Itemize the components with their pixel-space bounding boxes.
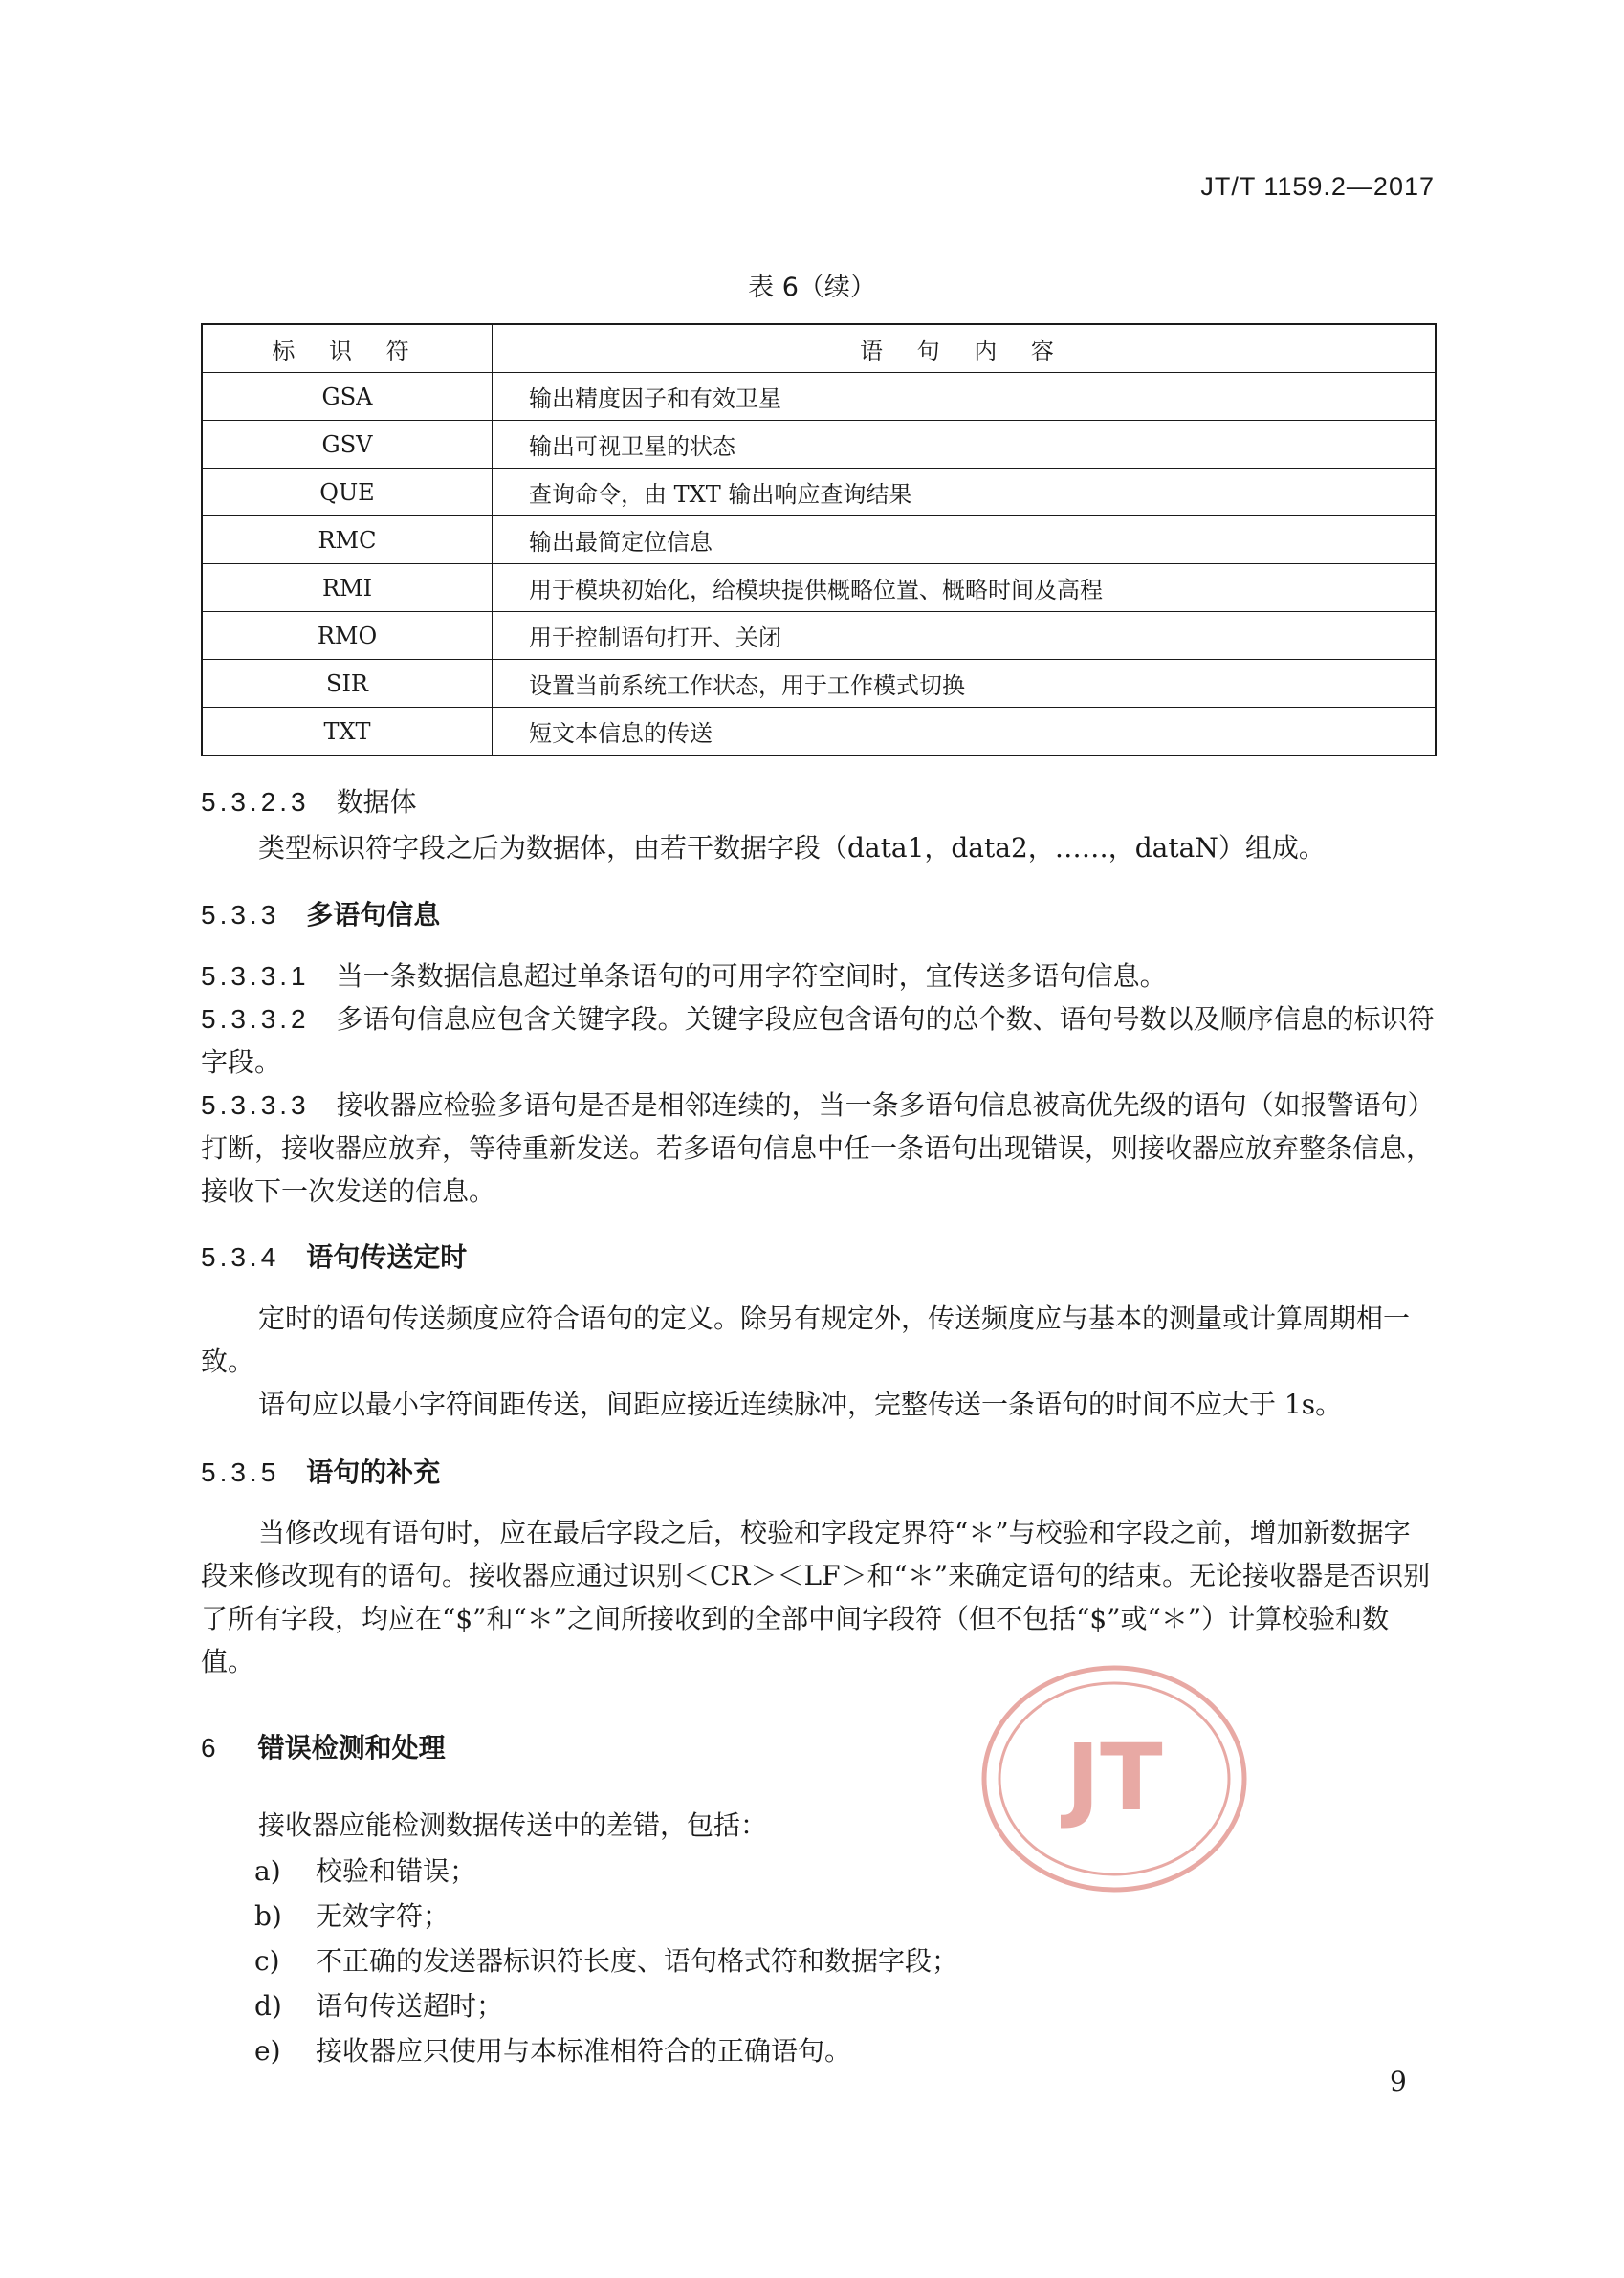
clause-text: 接收器应检验多语句是否是相邻连续的，当一条多语句信息被高优先级的语句（如报警语句）打断，接收器应放弃，等待重新发送。若多语句信息中任一条语句出现错误，则接收器应放弃整条信息，接收下一次发送的信息。 (201, 1089, 1435, 1207)
section-5-3-5-heading (201, 1452, 440, 1490)
identifier-cell: TXT (202, 708, 493, 756)
table-row (202, 373, 1436, 421)
section-number: 5.3.5 (201, 1457, 280, 1487)
identifier-cell: RMO (202, 612, 493, 660)
list-text: 语句传送超时； (316, 1990, 504, 2022)
table-header-row (202, 324, 1436, 373)
section-5-3-4-heading (201, 1237, 467, 1275)
list-item (254, 1940, 958, 1979)
list-text: 无效字符； (316, 1900, 450, 1932)
table-row (202, 421, 1436, 469)
list-text: 接收器应只使用与本标准相符合的正确语句。 (316, 2035, 852, 2067)
section-number: 6 (201, 1733, 220, 1763)
seal-text: JT (1065, 1724, 1163, 1831)
section-title: 数据体 (336, 786, 417, 818)
section-number: 5.3.3 (201, 900, 280, 930)
clause-5-3-3-2 (201, 997, 1437, 1084)
col-header-identifier: 标 识 符 (202, 324, 493, 373)
section-number: 5.3.2.3 (201, 787, 310, 817)
section-title: 语句的补充 (306, 1457, 441, 1488)
identifier-cell: QUE (202, 469, 493, 516)
list-marker: d) (254, 1990, 282, 2022)
identifier-cell: RMC (202, 516, 493, 564)
identifier-cell: GSV (202, 421, 493, 469)
content-cell: 输出精度因子和有效卫星 (493, 373, 1437, 421)
list-item (254, 1985, 503, 2024)
list-item (254, 2030, 851, 2069)
col-header-content: 语 句 内 容 (493, 324, 1437, 373)
section-number: 5.3.4 (201, 1242, 280, 1272)
clause-text: 多语句信息应包含关键字段。关键字段应包含语句的总个数、语句号数以及顺序信息的标识符字段。 (201, 1003, 1435, 1078)
content-cell: 输出可视卫星的状态 (493, 421, 1437, 469)
table-title: 表 6（续） (748, 273, 876, 302)
list-item (254, 1895, 450, 1934)
content-cell: 用于控制语句打开、关闭 (493, 612, 1437, 660)
jt-seal-watermark (980, 1664, 1248, 1894)
section-5-3-2-3-text: 类型标识符字段之后为数据体，由若干数据字段（data1，data2，……，dataN）组成。 (258, 832, 1326, 864)
section-5-3-3-heading (201, 894, 440, 932)
table-row (202, 564, 1436, 612)
clause-5-3-3-1 (201, 954, 1437, 997)
identifier-cell: GSA (202, 373, 493, 421)
list-marker: a) (254, 1855, 281, 1887)
content-cell: 输出最简定位信息 (493, 516, 1437, 564)
section-5-3-5-para: 当修改现有语句时，应在最后字段之后，校验和字段定界符“＊”与校验和字段之前，增加新数据字段来修改现有的语句。接收器应通过识别＜CR＞＜LF＞和“＊”来确定语句的结束。无论接收器是否识别了所有字段，均应在“$”和“＊”之间所接收到的全部中间字段符（但不包括“$”或“＊”）计算校验和数值。 (201, 1517, 1431, 1677)
section-title: 错误检测和处理 (257, 1732, 446, 1763)
list-text: 不正确的发送器标识符长度、语句格式符和数据字段； (316, 1945, 959, 1977)
table-row (202, 516, 1436, 564)
list-marker: e) (254, 2035, 281, 2067)
section-5-3-2-3-heading (201, 784, 417, 821)
identifier-table (201, 323, 1437, 756)
table-row (202, 660, 1436, 708)
clause-number: 5.3.3.1 (201, 961, 310, 991)
section-5-3-4-para-2: 语句应以最小字符间距传送，间距应接近连续脉冲，完整传送一条语句的时间不应大于 1s。 (258, 1389, 1343, 1420)
content-cell: 用于模块初始化，给模块提供概略位置、概略时间及高程 (493, 564, 1437, 612)
section-title: 多语句信息 (306, 899, 441, 931)
list-marker: b) (254, 1900, 282, 1932)
list-item (254, 1851, 476, 1889)
section-title: 语句传送定时 (306, 1241, 468, 1273)
standard-number: JT/T 1159.2—2017 (1200, 172, 1435, 201)
identifier-cell: SIR (202, 660, 493, 708)
identifier-cell: RMI (202, 564, 493, 612)
section-6-heading (201, 1727, 446, 1765)
content-cell: 查询命令，由 TXT 输出响应查询结果 (493, 469, 1437, 516)
section-6-intro: 接收器应能检测数据传送中的差错，包括： (258, 1809, 768, 1841)
page-number: 9 (1390, 2066, 1407, 2097)
table-row (202, 612, 1436, 660)
table-row (202, 708, 1436, 756)
clause-number: 5.3.3.2 (201, 1004, 310, 1034)
list-marker: c) (254, 1945, 280, 1977)
clause-5-3-3-3 (201, 1084, 1437, 1213)
content-cell: 设置当前系统工作状态，用于工作模式切换 (493, 660, 1437, 708)
table-row (202, 469, 1436, 516)
content-cell: 短文本信息的传送 (493, 708, 1437, 756)
section-5-3-4-para-1: 定时的语句传送频度应符合语句的定义。除另有规定外，传送频度应与基本的测量或计算周期相一致。 (201, 1303, 1411, 1377)
list-text: 校验和错误； (316, 1855, 477, 1887)
clause-number: 5.3.3.3 (201, 1090, 310, 1120)
clause-text: 当一条数据信息超过单条语句的可用字符空间时，宜传送多语句信息。 (336, 960, 1167, 992)
